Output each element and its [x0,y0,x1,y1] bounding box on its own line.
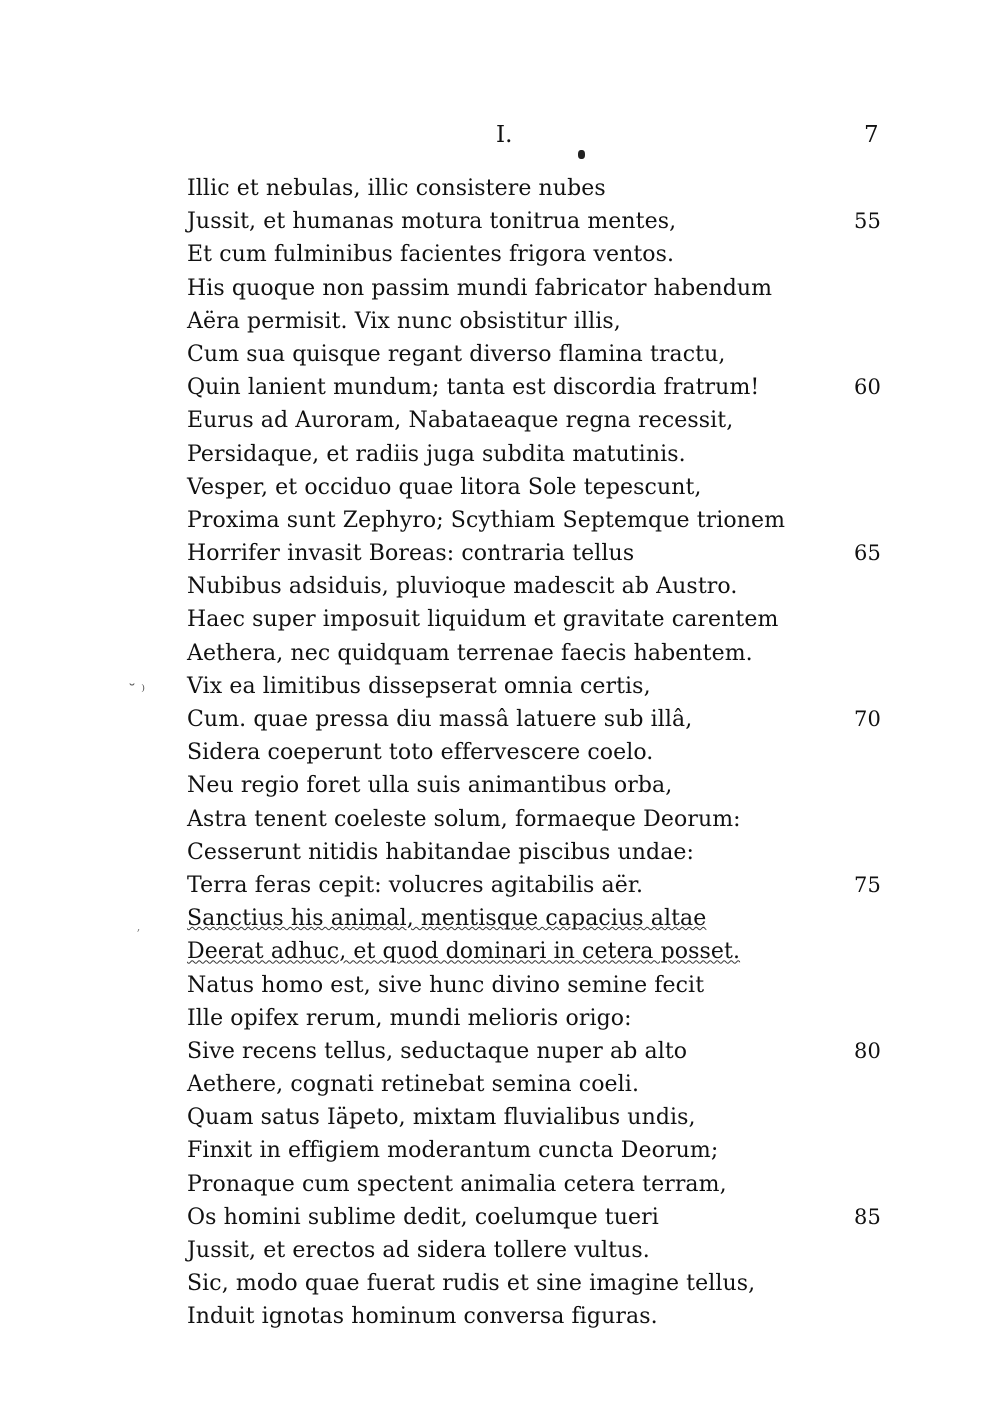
verse-text: Aëra permisit. Vix nunc obsistitur illis, [187,308,621,334]
running-head [0,118,1000,152]
verse-text: Astra tenent coeleste solum, formaeque Deorum: [187,806,741,832]
verse-text: Aethera, nec quidquam terrenae faecis habentem. [187,640,753,666]
section-mark: I. [496,122,513,148]
verse-text: Proxima sunt Zephyro; Scythiam Septemque trionem [187,507,786,533]
verse-line [187,1002,887,1035]
verse-line [187,570,887,603]
verse-line [187,769,887,802]
verse-line [187,1068,887,1101]
verse-text: Natus homo est, sive hunc divino semine fecit [187,972,705,998]
verse-number: 75 [854,872,881,897]
verse-line [187,238,887,271]
verse-text: Haec super imposuit liquidum et gravitate carentem [187,607,779,633]
verse-line [187,1101,887,1134]
verse-line [187,371,887,404]
verse-text: Jussit, et humanas motura tonitrua mentes, [187,209,677,235]
verse-line [187,1234,887,1267]
verse-line [187,869,887,902]
verse-line [187,272,887,305]
verse-text: Nubibus adsiduis, pluvioque madescit ab Austro. [187,574,738,600]
verse-text: Terra feras cepit: volucres agitabilis aër. [187,872,644,898]
verse-text: Deerat adhuc, et quod dominari in cetera posset. [187,939,741,965]
verse-text: Et cum fulminibus facientes frigora ventos. [187,242,675,268]
verse-line [187,471,887,504]
verse-text: Finxit in effigiem moderantum cuncta Deorum; [187,1138,719,1164]
verse-line [187,1035,887,1068]
verse-line [187,305,887,338]
verse-text: Vesper, et occiduo quae litora Sole tepescunt, [187,474,702,500]
verse-line [187,902,887,935]
verse-line [187,703,887,736]
margin-pencil-mark: ˘ ⁾ [128,681,146,700]
verse-line [187,172,887,205]
verse-line [187,338,887,371]
verse-text: Sic, modo quae fuerat rudis et sine imagine tellus, [187,1271,756,1297]
verse-line [187,803,887,836]
verse-text: Sanctius his animal, mentisque capacius altae [187,906,707,932]
ink-speck [578,150,585,159]
margin-pencil-mark: ʼ [136,927,140,941]
verse-text: Induit ignotas hominum conversa figuras. [187,1304,658,1330]
verse-text: Sidera coeperunt toto effervescere coelo. [187,740,654,766]
verse-line [187,1267,887,1300]
verse-line [187,504,887,537]
verse-text: Cesserunt nitidis habitandae piscibus undae: [187,839,695,865]
verse-line [187,1300,887,1333]
verse-line [187,969,887,1002]
verse-text: Cum sua quisque regant diverso flamina tractu, [187,341,726,367]
verse-number: 70 [854,707,881,731]
verse-text: Neu regio foret ulla suis animantibus orba, [187,773,673,799]
verse-line [187,736,887,769]
verse-text: Os homini sublime dedit, coelumque tueri [187,1204,659,1230]
page-number: 7 [864,122,879,148]
verse-number: 80 [854,1038,881,1063]
verse-text: Quin lanient mundum; tanta est discordia fratrum! [187,375,760,401]
verse-text: Cum. quae pressa diu massâ latuere sub illâ, [187,707,693,732]
verse-text: Vix ea limitibus dissepserat omnia certis, [187,673,651,699]
verse-line [187,637,887,670]
verse-line [187,603,887,636]
verse-line [187,1201,887,1234]
verse-line [187,1134,887,1167]
verse-text: Ille opifex rerum, mundi melioris origo: [187,1005,632,1031]
verse-number: 85 [854,1204,881,1229]
verse-text: Illic et nebulas, illic consistere nubes [187,176,606,201]
verse-text: Persidaque, et radiis juga subdita matutinis. [187,441,686,467]
verse-line [187,205,887,238]
verse-line [187,438,887,471]
verse-text: Sive recens tellus, seductaque nuper ab alto [187,1038,688,1064]
verse-line [187,836,887,869]
verse-number: 65 [854,541,881,566]
verse-number: 60 [854,375,881,400]
verse-line [187,670,887,703]
verse-line [187,1168,887,1201]
verse-line [187,537,887,570]
verse-text: Horrifer invasit Boreas: contraria tellus [187,541,635,567]
verse-text: Eurus ad Auroram, Nabataeaque regna recessit, [187,408,734,434]
verse-text: Aethere, cognati retinebat semina coeli. [187,1072,640,1098]
verse-number: 55 [854,209,881,234]
verse-text: Pronaque cum spectent animalia cetera terram, [187,1171,727,1197]
verse-text: Quam satus Iäpeto, mixtam fluvialibus undis, [187,1105,696,1131]
verse-text: His quoque non passim mundi fabricator habendum [187,275,773,301]
verse-line [187,404,887,437]
verse-text: Jussit, et erectos ad sidera tollere vultus. [187,1238,650,1263]
verse-line [187,935,887,968]
verse-list [187,172,887,1334]
